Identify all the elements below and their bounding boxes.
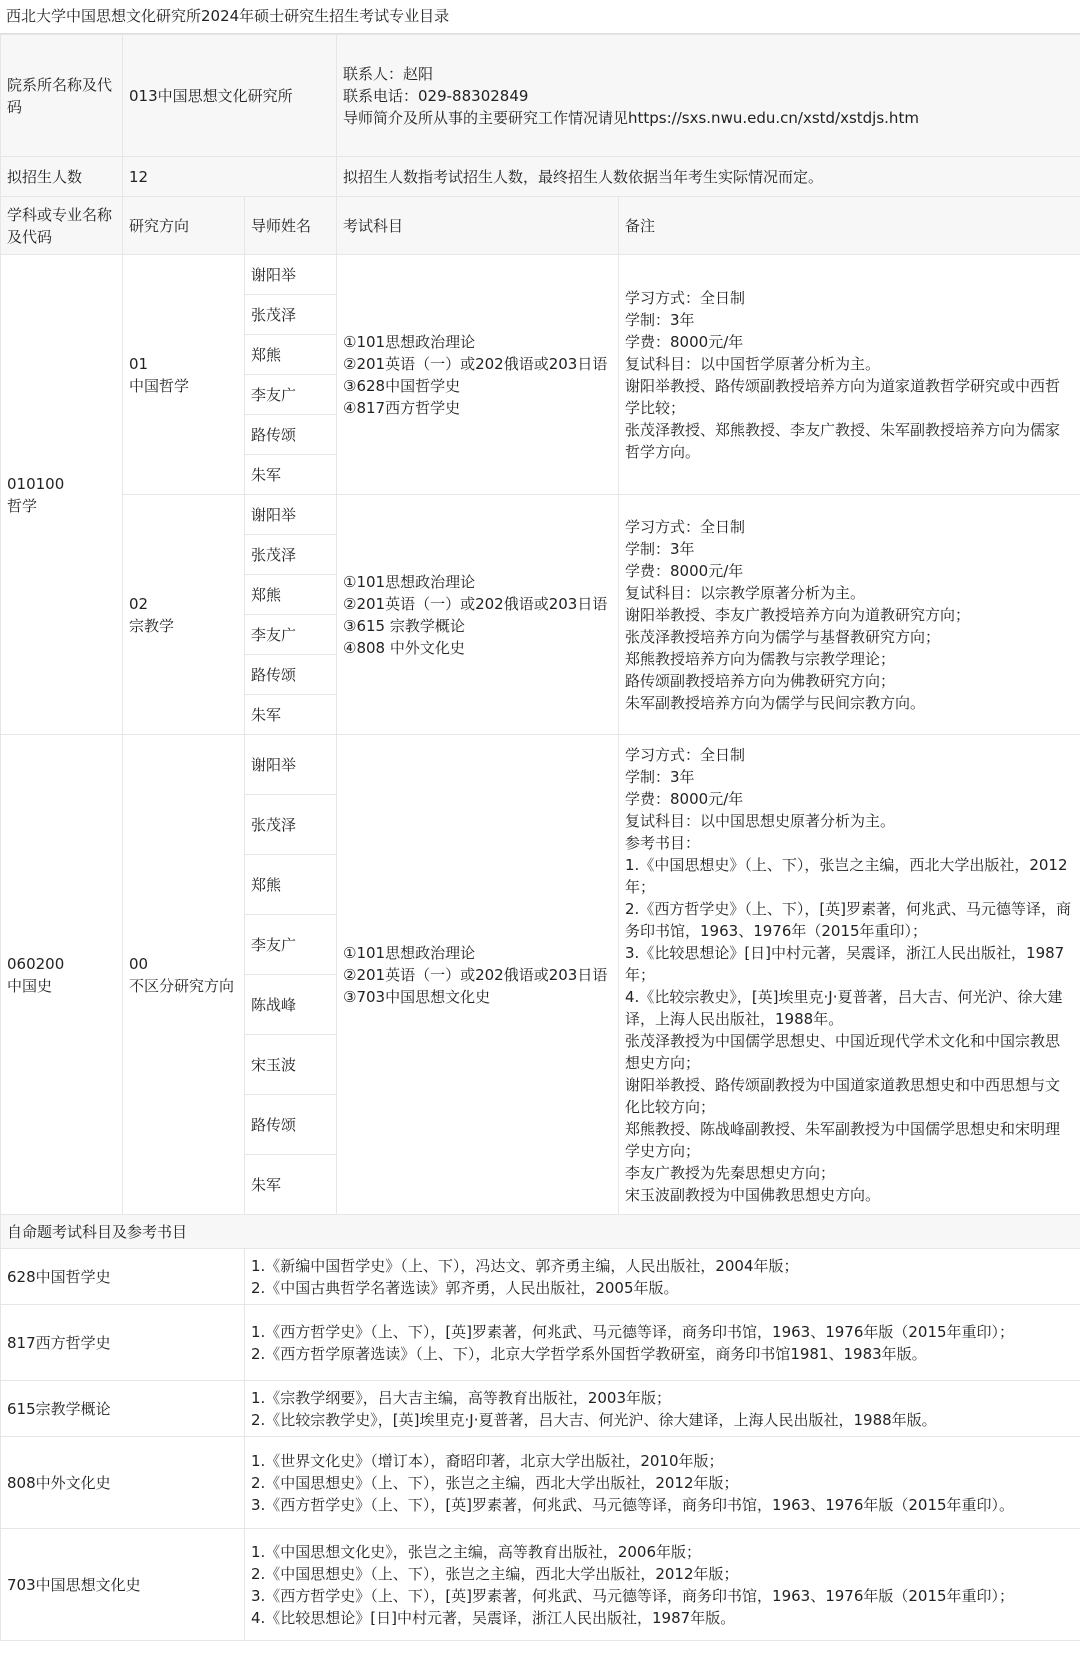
exam-cell — [337, 495, 619, 735]
advisor-name: 李友广 — [245, 915, 337, 975]
major-name: 中国史 — [7, 976, 53, 995]
subject-books — [245, 1529, 1080, 1641]
remark-line: 学习方式：全日制 — [625, 745, 746, 764]
remark-line: 郑熊教授、陈战峰副教授、朱军副教授为中国儒学思想史和宋明理学史方向； — [625, 1119, 1061, 1160]
book-entry: 1.《新编中国哲学史》（上、下），冯达文、郭齐勇主编，人民出版社，2004年版； — [251, 1256, 799, 1275]
dept-row — [1, 35, 1080, 157]
direction-name: 宗教学 — [129, 616, 175, 635]
remark-line: 谢阳举教授、李友广教授培养方向为道教研究方向； — [625, 605, 971, 624]
book-entry: 3.《西方哲学史》（上、下），[英]罗素著，何兆武、马元德等译，商务印书馆，1963、1976年版（2015年重印）。 — [251, 1495, 1015, 1514]
exam-subject: ②201英语（一）或202俄语或203日语 — [343, 594, 608, 613]
exam-subject: ③628中国哲学史 — [343, 376, 461, 395]
exam-cell — [337, 255, 619, 495]
header-advisor: 导师姓名 — [245, 197, 337, 255]
remark-line: 3.《比较思想论》[日]中村元著，吴震译，浙江人民出版社，1987年； — [625, 943, 1065, 984]
header-exam: 考试科目 — [337, 197, 619, 255]
subject-books — [245, 1437, 1080, 1529]
advisor-name: 郑熊 — [245, 855, 337, 915]
remark-line: 学费：8000元/年 — [625, 332, 744, 351]
advisor-name: 朱军 — [245, 1155, 337, 1215]
advisor-name: 路传颂 — [245, 655, 337, 695]
contact-person: 联系人：赵阳 — [343, 64, 434, 83]
header-major: 学科或专业名称及代码 — [1, 197, 123, 255]
advisor-name: 谢阳举 — [245, 495, 337, 535]
remark-line: 复试科目：以中国哲学原著分析为主。 — [625, 354, 881, 373]
remark-line: 学习方式：全日制 — [625, 288, 746, 307]
direction-code: 00 — [129, 954, 149, 973]
table-row — [1, 1437, 1080, 1529]
remark-line: 张茂泽教授培养方向为儒学与基督教研究方向； — [625, 627, 941, 646]
reference-header-row — [1, 1215, 1080, 1249]
book-entry: 2.《中国古典哲学名著选读》郭齐勇，人民出版社，2005年版。 — [251, 1278, 679, 1297]
contact-phone: 联系电话：029-88302849 — [343, 86, 529, 105]
major-cell — [1, 735, 123, 1215]
book-entry: 1.《西方哲学史》（上、下），[英]罗素著，何兆武、马元德等译，商务印书馆，1963、1976年版（2015年重印）； — [251, 1322, 1015, 1341]
exam-subject: ③703中国思想文化史 — [343, 987, 491, 1006]
remark-line: 学费：8000元/年 — [625, 561, 744, 580]
major-cell — [1, 255, 123, 735]
direction-cell — [123, 735, 245, 1215]
remark-line: 谢阳举教授、路传颂副教授为中国道家道教思想史和中西思想与文化比较方向； — [625, 1075, 1061, 1116]
advisor-name: 谢阳举 — [245, 735, 337, 795]
advisor-name: 郑熊 — [245, 335, 337, 375]
reference-table — [0, 1214, 1080, 1641]
exam-subject: ④808 中外文化史 — [343, 638, 465, 657]
remark-cell — [619, 735, 1080, 1215]
book-entry: 2.《比较宗教学史》，[英]埃里克·J·夏普著，吕大吉、何光沪、徐大建译，上海人民出版社，1988年版。 — [251, 1410, 937, 1429]
direction-name: 中国哲学 — [129, 376, 190, 395]
remark-line: 谢阳举教授、路传颂副教授培养方向为道家道教哲学研究或中西哲学比较； — [625, 376, 1061, 417]
advisor-name: 路传颂 — [245, 1095, 337, 1155]
remark-line: 学费：8000元/年 — [625, 789, 744, 808]
header-direction: 研究方向 — [123, 197, 245, 255]
book-entry: 2.《西方哲学原著选读》（上、下），北京大学哲学系外国哲学教研室，商务印书馆1981、1983年版。 — [251, 1344, 927, 1363]
remark-cell — [619, 495, 1080, 735]
remark-line: 郑熊教授培养方向为儒教与宗教学理论； — [625, 649, 896, 668]
remark-line: 张茂泽教授、郑熊教授、李友广教授、朱军副教授培养方向为儒家哲学方向。 — [625, 420, 1061, 461]
table-row — [1, 495, 1080, 535]
remark-line: 学制：3年 — [625, 539, 695, 558]
advisor-name: 宋玉波 — [245, 1035, 337, 1095]
header-remark: 备注 — [619, 197, 1080, 255]
table-row — [1, 1305, 1080, 1381]
direction-code: 02 — [129, 594, 149, 613]
remark-line: 复试科目：以中国思想史原著分析为主。 — [625, 811, 896, 830]
exam-subject: ④817西方哲学史 — [343, 398, 461, 417]
book-entry: 1.《中国思想文化史》，张岂之主编，高等教育出版社，2006年版； — [251, 1542, 701, 1561]
subject-name: 703中国思想文化史 — [1, 1529, 245, 1641]
advisor-name: 朱军 — [245, 455, 337, 495]
book-entry: 3.《西方哲学史》（上、下），[英]罗素著，何兆武、马元德等译，商务印书馆，1963、1976年版（2015年重印）； — [251, 1586, 1015, 1605]
exam-subject: ②201英语（一）或202俄语或203日语 — [343, 354, 608, 373]
remark-line: 4.《比较宗教史》，[英]埃里克·J·夏普著，吕大吉、何光沪、徐大建译，上海人民出版社，1988年。 — [625, 987, 1063, 1028]
advisor-name: 张茂泽 — [245, 795, 337, 855]
remark-line: 路传颂副教授培养方向为佛教研究方向； — [625, 671, 896, 690]
dept-contact-cell — [337, 35, 1080, 157]
advisor-name: 李友广 — [245, 375, 337, 415]
table-row — [1, 1529, 1080, 1641]
exam-cell — [337, 735, 619, 1215]
remark-cell — [619, 255, 1080, 495]
dept-name: 013中国思想文化研究所 — [123, 35, 337, 157]
exam-subject: ①101思想政治理论 — [343, 943, 476, 962]
exam-subject: ②201英语（一）或202俄语或203日语 — [343, 965, 608, 984]
subject-name: 615宗教学概论 — [1, 1381, 245, 1437]
subject-books — [245, 1381, 1080, 1437]
direction-code: 01 — [129, 354, 149, 373]
table-row — [1, 735, 1080, 795]
advisor-name: 李友广 — [245, 615, 337, 655]
advisor-name: 朱军 — [245, 695, 337, 735]
quota-label: 拟招生人数 — [1, 157, 123, 197]
catalog-table — [0, 34, 1080, 1215]
remark-line: 学制：3年 — [625, 310, 695, 329]
remark-line: 复试科目：以宗教学原著分析为主。 — [625, 583, 866, 602]
subject-name: 808中外文化史 — [1, 1437, 245, 1529]
direction-cell — [123, 255, 245, 495]
advisor-name: 陈战峰 — [245, 975, 337, 1035]
book-entry: 4.《比较思想论》[日]中村元著，吴震译，浙江人民出版社，1987年版。 — [251, 1608, 736, 1627]
reference-section-title: 自命题考试科目及参考书目 — [1, 1215, 1080, 1249]
major-code: 010100 — [7, 474, 65, 493]
advisor-name: 谢阳举 — [245, 255, 337, 295]
table-row — [1, 1249, 1080, 1305]
remark-line: 学制：3年 — [625, 767, 695, 786]
quota-value: 12 — [123, 157, 337, 197]
table-row — [1, 255, 1080, 295]
exam-subject: ③615 宗教学概论 — [343, 616, 465, 635]
direction-cell — [123, 495, 245, 735]
direction-name: 不区分研究方向 — [129, 976, 235, 995]
major-code: 060200 — [7, 954, 65, 973]
advisor-name: 郑熊 — [245, 575, 337, 615]
advisor-name: 路传颂 — [245, 415, 337, 455]
quota-row — [1, 157, 1080, 197]
dept-label: 院系所名称及代码 — [1, 35, 123, 157]
book-entry: 1.《宗教学纲要》，吕大吉主编，高等教育出版社，2003年版； — [251, 1388, 671, 1407]
remark-line: 李友广教授为先秦思想史方向； — [625, 1163, 836, 1182]
header-row — [1, 197, 1080, 255]
subject-books — [245, 1249, 1080, 1305]
page-title: 西北大学中国思想文化研究所2024年硕士研究生招生考试专业目录 — [0, 0, 1080, 34]
advisor-name: 张茂泽 — [245, 295, 337, 335]
book-entry: 1.《世界文化史》（增订本），裔昭印著，北京大学出版社，2010年版； — [251, 1451, 724, 1470]
remark-line: 朱军副教授培养方向为儒学与民间宗教方向。 — [625, 693, 926, 712]
book-entry: 2.《中国思想史》（上、下），张岂之主编，西北大学出版社，2012年版； — [251, 1473, 739, 1492]
remark-line: 2.《西方哲学史》（上、下），[英]罗素著，何兆武、马元德等译，商务印书馆，1963、1976年（2015年重印）； — [625, 899, 1072, 940]
advisor-name: 张茂泽 — [245, 535, 337, 575]
remark-line: 张茂泽教授为中国儒学思想史、中国近现代学术文化和中国宗教思想史方向； — [625, 1031, 1061, 1072]
subject-books — [245, 1305, 1080, 1381]
table-row — [1, 1381, 1080, 1437]
remark-line: 宋玉波副教授为中国佛教思想史方向。 — [625, 1185, 881, 1204]
remark-line: 参考书目： — [625, 833, 701, 852]
remark-line: 1.《中国思想史》（上、下），张岂之主编，西北大学出版社，2012年； — [625, 855, 1068, 896]
major-name: 哲学 — [7, 496, 38, 515]
quota-note: 拟招生人数指考试招生人数，最终招生人数依据当年考生实际情况而定。 — [337, 157, 1080, 197]
advisor-intro-link: 导师简介及所从事的主要研究工作情况请见https://sxs.nwu.edu.cn/xstd/xstdjs.htm — [343, 108, 919, 127]
remark-line: 学习方式：全日制 — [625, 517, 746, 536]
exam-subject: ①101思想政治理论 — [343, 332, 476, 351]
subject-name: 628中国哲学史 — [1, 1249, 245, 1305]
book-entry: 2.《中国思想史》（上、下），张岂之主编，西北大学出版社，2012年版； — [251, 1564, 739, 1583]
subject-name: 817西方哲学史 — [1, 1305, 245, 1381]
exam-subject: ①101思想政治理论 — [343, 572, 476, 591]
